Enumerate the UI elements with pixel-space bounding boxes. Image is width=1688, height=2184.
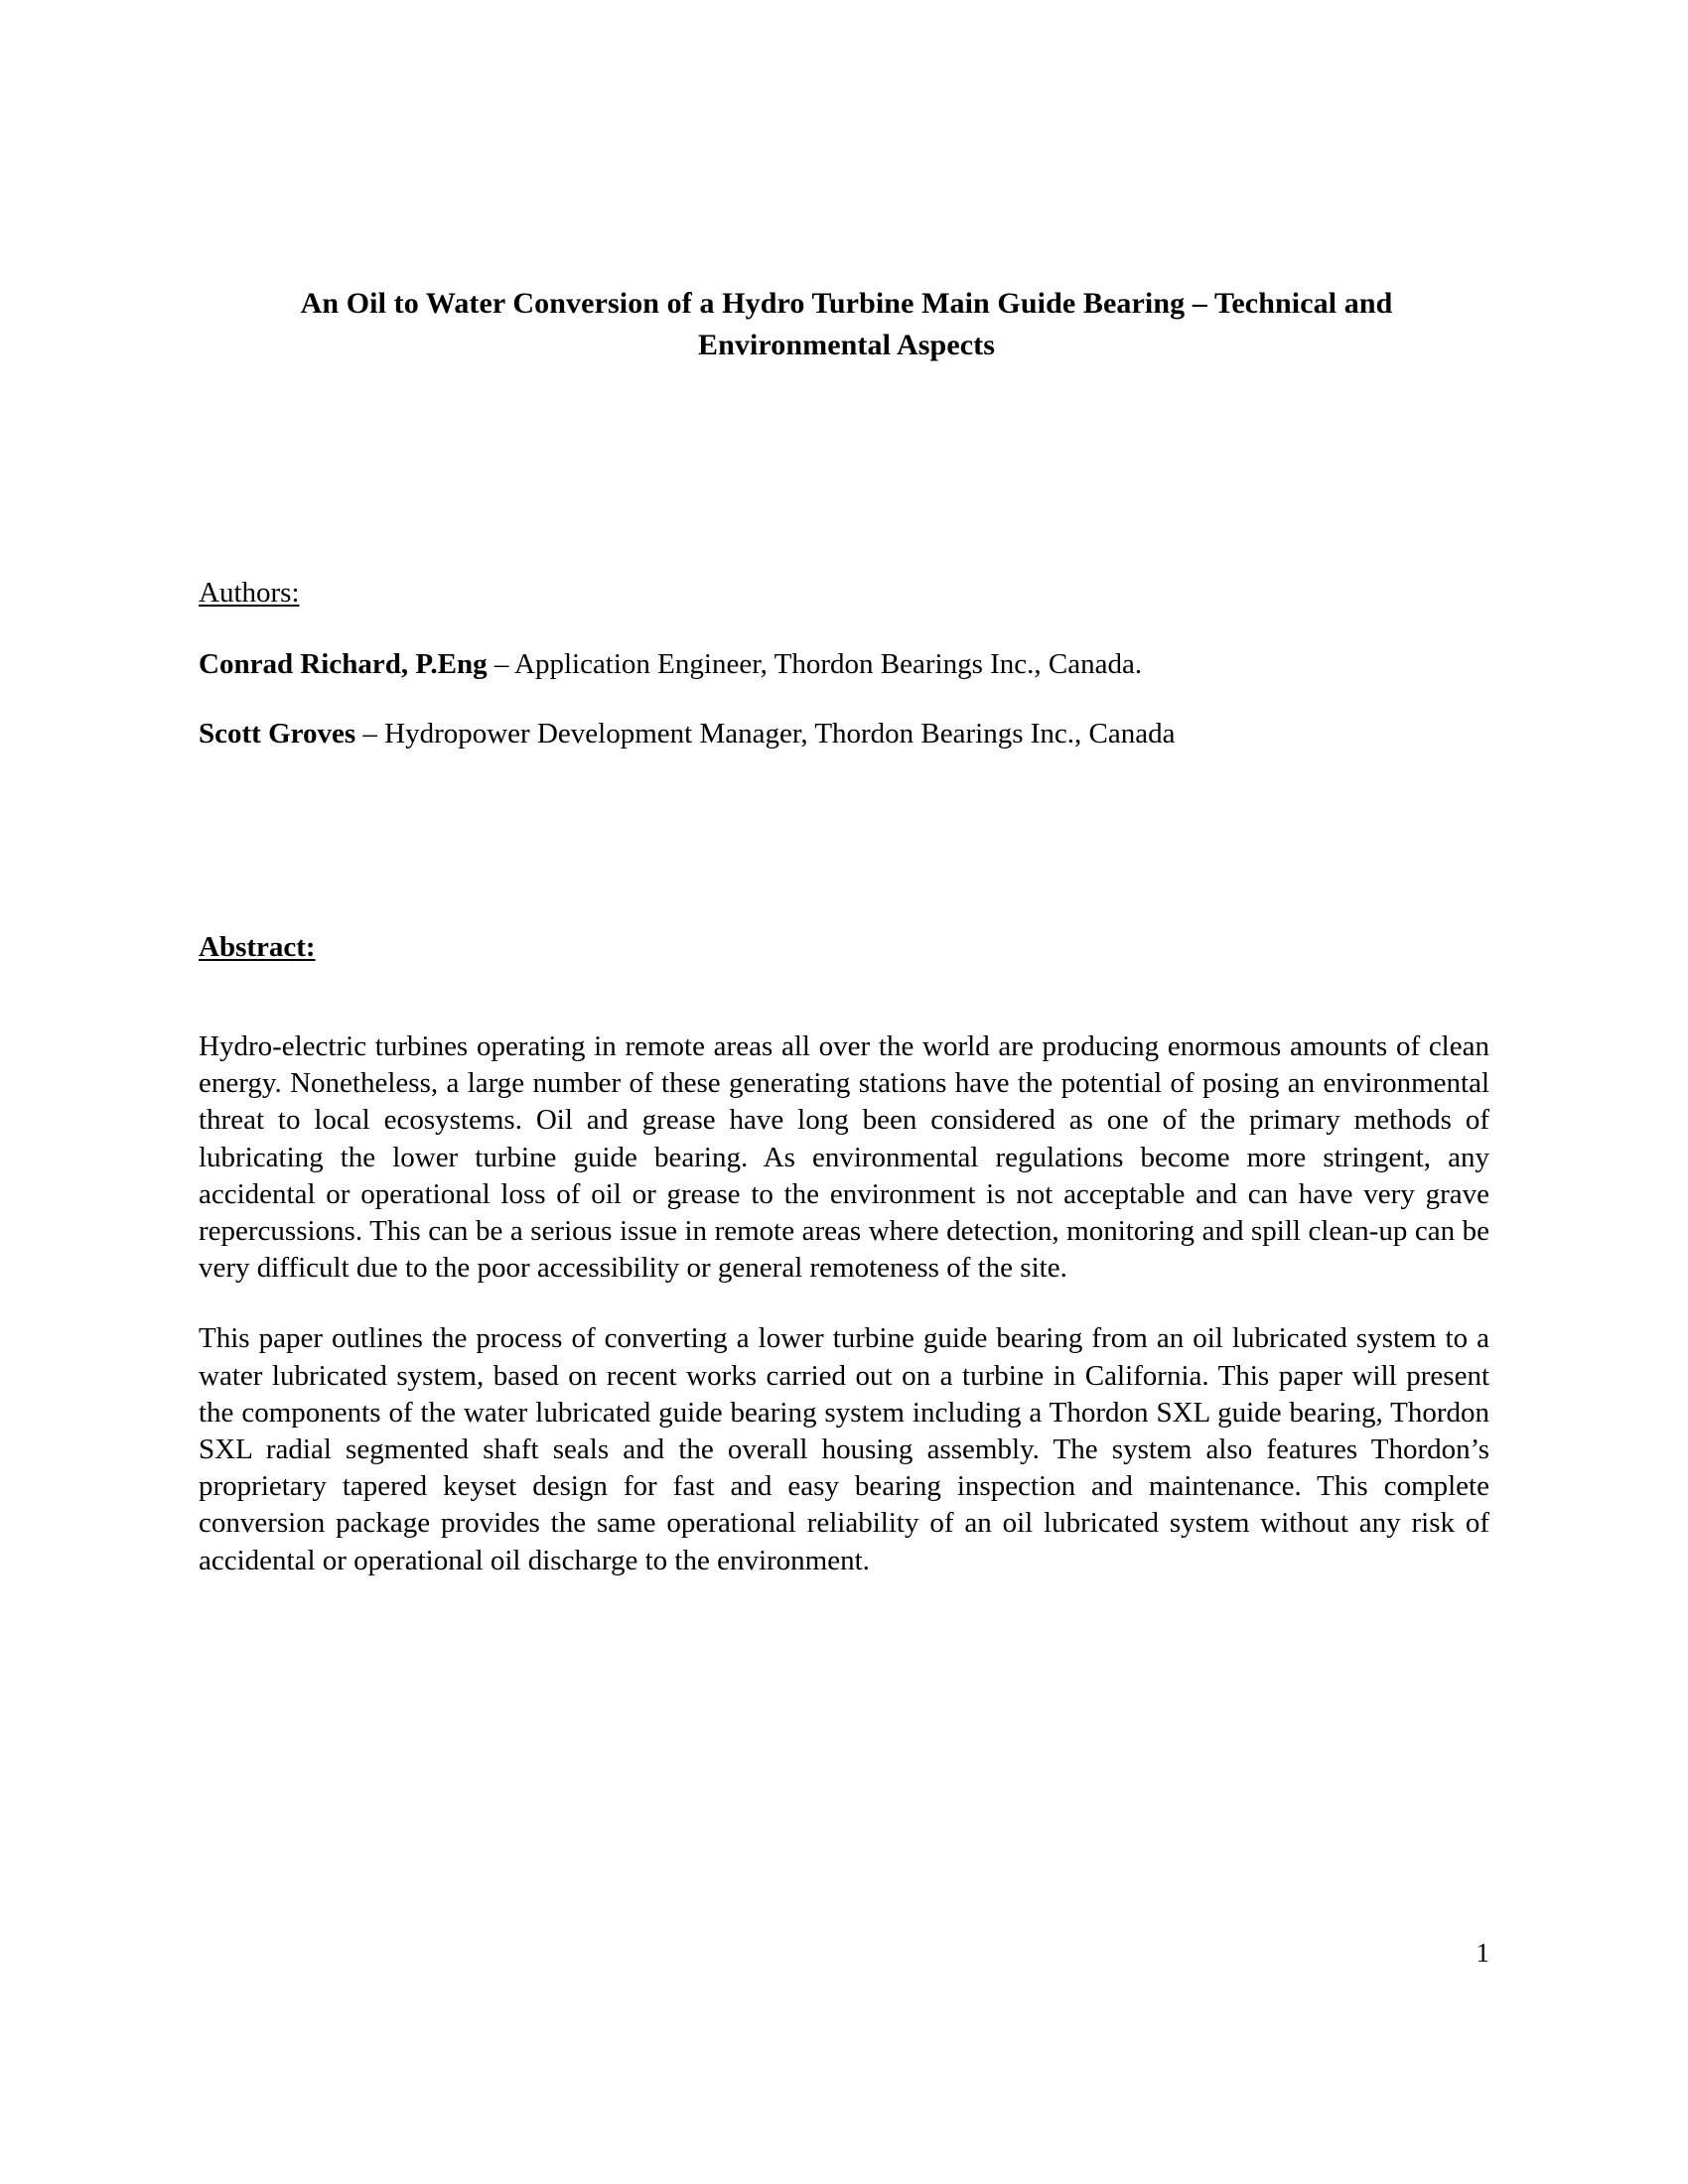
abstract-heading: Abstract: — [199, 931, 316, 963]
page-title — [228, 283, 1465, 366]
abstract-paragraph-1: Hydro-electric turbines operating in remote areas all over the world are producing enormous amounts of clean energy. Nonetheless, a large number of these generating stations have the potential of posing an environmental threat to local ecosystems. Oil and grease have long been considered as one of the primary methods of lubricating the lower turbine guide bearing. As environmental regulations become more stringent, any accidental or operational loss of oil or grease to the environment is not acceptable and can have very grave repercussions. This can be a serious issue in remote areas where detection, monitoring and spill clean-up can be very difficult due to the poor accessibility or general remoteness of the site. — [199, 1030, 1489, 1285]
author-affiliation-2: – Hydropower Development Manager, Thordon Bearings Inc., Canada — [355, 718, 1176, 750]
author-entry-2 — [199, 715, 1176, 752]
page-number: 1 — [1476, 1938, 1489, 1968]
author-entry-1 — [199, 645, 1142, 683]
author-name-1: Conrad Richard, P.Eng — [199, 648, 488, 680]
abstract-paragraph-2: This paper outlines the process of converting a lower turbine guide bearing from an oil lubricated system to a water lubricated system, based on recent works carried out on a turbine in California. This paper will present the components of the water lubricated guide bearing system including a Thordon SXL guide bearing, Thordon SXL radial segmented shaft seals and the overall housing assembly. The system also features Thordon’s proprietary tapered keyset design for fast and easy bearing inspection and maintenance. This complete conversion package provides the same operational reliability of an oil lubricated system without any risk of accidental or operational oil discharge to the environment. — [199, 1322, 1489, 1576]
page-title-line-1: An Oil to Water Conversion of a Hydro Turbine Main Guide Bearing – Technical and — [300, 287, 1393, 321]
author-affiliation-1: – Application Engineer, Thordon Bearings Inc., Canada. — [487, 648, 1143, 680]
authors-heading: Authors: — [199, 577, 300, 609]
author-name-2: Scott Groves — [199, 718, 356, 750]
abstract-body — [199, 1028, 1489, 1579]
page-title-line-2: Environmental Aspects — [697, 329, 996, 362]
